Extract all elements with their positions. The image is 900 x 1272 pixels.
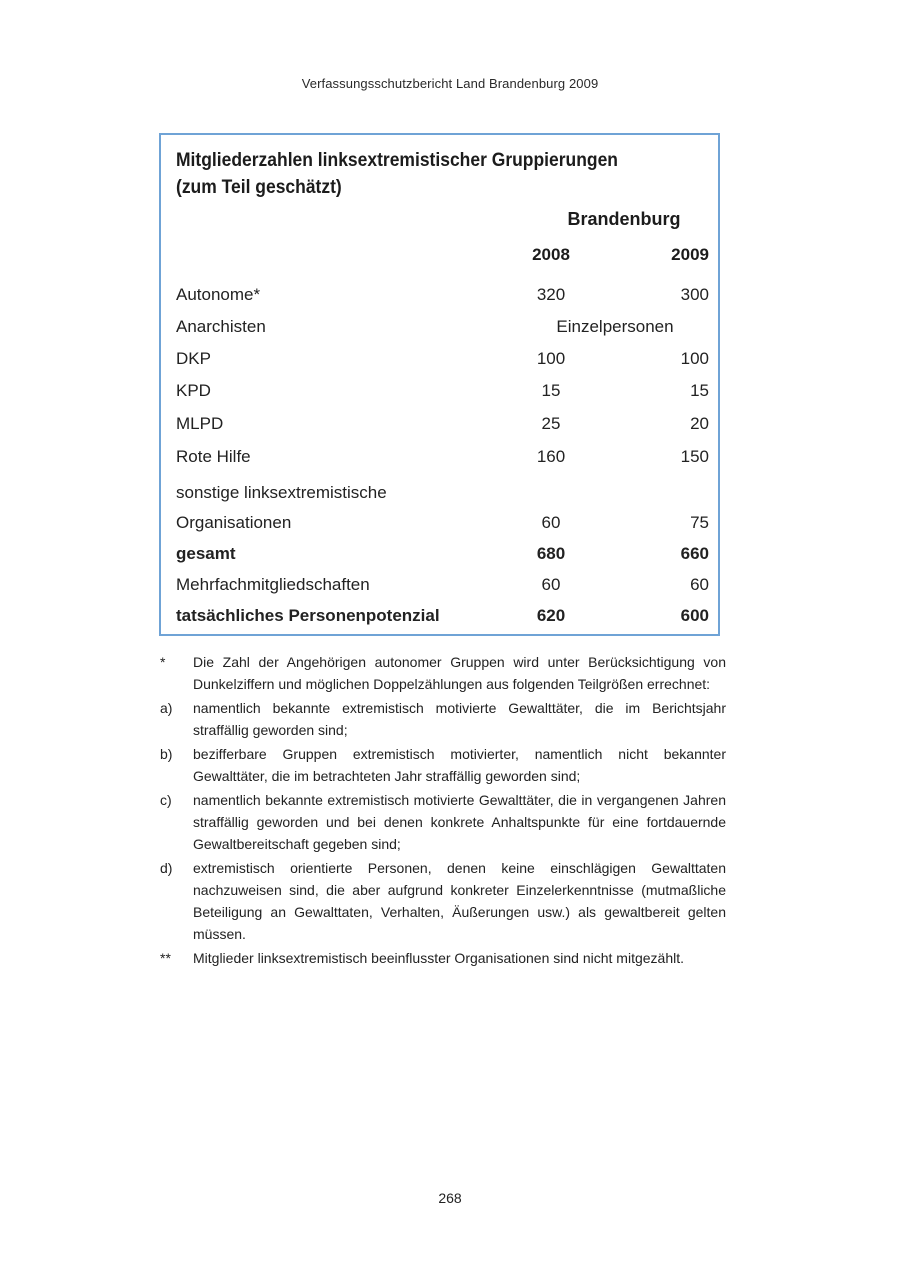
row-label: Rote Hilfe — [176, 447, 251, 466]
footnote — [160, 743, 726, 787]
row-label: KPD — [176, 381, 211, 400]
table-row — [161, 409, 718, 439]
table-row-total — [161, 539, 718, 569]
value-2008: 25 — [541, 414, 561, 433]
year-header-2009: 2009 — [671, 245, 709, 264]
table-row — [161, 570, 718, 600]
row-label: tatsächliches Personenpotenzial — [176, 606, 440, 625]
table-row — [161, 312, 718, 342]
year-header-2008: 2008 — [532, 245, 570, 264]
table-row — [161, 344, 718, 374]
row-label: Mehrfachmitgliedschaften — [176, 575, 370, 594]
row-label: MLPD — [176, 414, 224, 433]
page-number: 268 — [438, 1190, 462, 1206]
row-label: gesamt — [176, 544, 236, 563]
value-2009: 20 — [690, 414, 709, 433]
value-2008: 60 — [541, 513, 561, 532]
footnote-marker: a) — [160, 700, 173, 716]
row-label: DKP — [176, 349, 211, 368]
footnote-marker: b) — [160, 746, 173, 762]
table-title-line-2: (zum Teil geschätzt) — [176, 177, 342, 198]
table-row — [161, 376, 718, 406]
value-2008: 680 — [536, 544, 566, 563]
row-label: Autonome* — [176, 285, 261, 304]
footnote — [160, 789, 726, 855]
footnote-text: bezifferbare Gruppen extremistisch motivierter, namentlich nicht bekannter Gewalttäter, die im betrachteten Jahr straffällig geworden sind; — [193, 746, 726, 784]
footnote-marker: d) — [160, 860, 173, 876]
table-row — [161, 280, 718, 310]
footnote-marker: c) — [160, 792, 172, 808]
table-row — [161, 442, 718, 472]
footnote-text: Mitglieder linksextremistisch beeinflusster Organisationen sind nicht mitgezählt. — [193, 950, 684, 966]
footnote-text: extremistisch orientierte Personen, denen keine einschlägigen Gewalttaten nachzuweisen sind, die aber aufgrund konkreter Einzelerkenntnisse (mutmaßliche Beteiligung an Gewalttaten, Verhalten, Äußerungen usw.) als gewaltbereit gelten müssen. — [193, 860, 726, 942]
value-both-years: Einzelpersonen — [556, 317, 674, 336]
value-2009: 660 — [680, 544, 709, 563]
running-header: Verfassungsschutzbericht Land Brandenburg 2009 — [301, 76, 599, 91]
row-label-continued: Organisationen — [176, 513, 292, 532]
value-2008: 320 — [536, 285, 566, 304]
footnote-text: namentlich bekannte extremistisch motivierte Gewalttäter, die im Berichtsjahr straffällig geworden sind; — [193, 700, 726, 738]
footnote — [160, 857, 726, 945]
value-2008: 15 — [541, 381, 561, 400]
table-title-line-1: Mitgliederzahlen linksextremistischer Gruppierungen — [176, 150, 618, 171]
value-2009: 75 — [690, 513, 709, 532]
value-2009: 300 — [680, 285, 709, 304]
footnote-text: namentlich bekannte extremistisch motivierte Gewalttäter, die in vergangenen Jahren straffällig geworden und bei denen konkrete Anhaltspunkte für eine fortdauernde Gewaltbereitschaft gegeben sind; — [193, 792, 726, 852]
membership-table — [159, 133, 720, 636]
footnotes — [160, 651, 726, 971]
value-2008: 100 — [536, 349, 566, 368]
row-label: Anarchisten — [176, 317, 266, 336]
value-2009: 100 — [680, 349, 709, 368]
footnote-marker: * — [160, 654, 166, 670]
table-row-potential — [161, 601, 718, 631]
footnote-marker: ** — [160, 950, 171, 966]
value-2009: 60 — [690, 575, 709, 594]
value-2009: 15 — [690, 381, 709, 400]
footnote-text: Die Zahl der Angehörigen autonomer Gruppen wird unter Berücksichtigung von Dunkelziffern und möglichen Doppelzählungen aus folgenden Teilgrößen errechnet: — [193, 654, 726, 692]
table-title — [176, 147, 618, 201]
value-2009: 150 — [680, 447, 709, 466]
table-row — [161, 478, 718, 538]
region-header: Brandenburg — [567, 209, 681, 229]
value-2009: 600 — [680, 606, 709, 625]
value-2008: 160 — [536, 447, 566, 466]
value-2008: 620 — [536, 606, 566, 625]
footnote — [160, 651, 726, 695]
value-2008: 60 — [541, 575, 561, 594]
row-label: sonstige linksextremistische — [176, 483, 387, 502]
footnote — [160, 947, 726, 969]
footnote — [160, 697, 726, 741]
